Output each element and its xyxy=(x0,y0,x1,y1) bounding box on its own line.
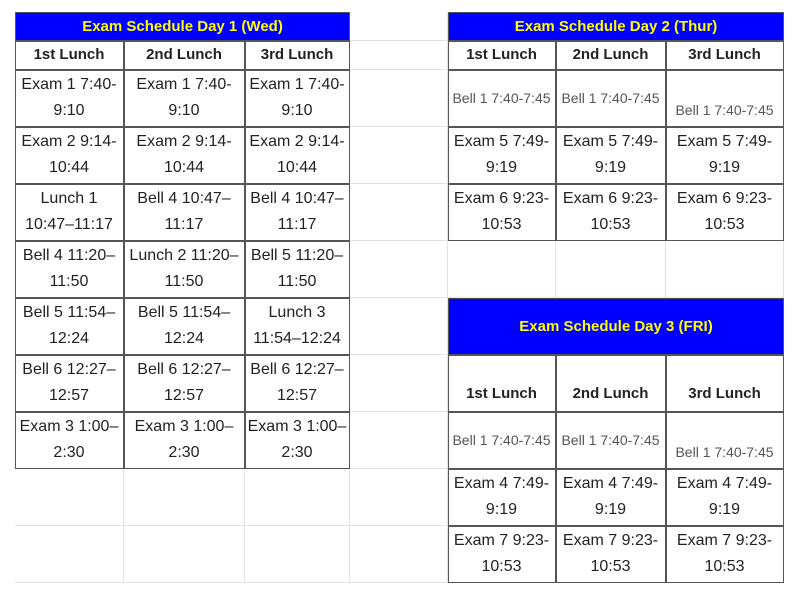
day1-title[interactable] xyxy=(15,12,350,41)
cell-text: Bell 1 7:40-7:45 xyxy=(452,90,551,106)
day2-header-cell[interactable] xyxy=(666,41,784,70)
empty-cell[interactable] xyxy=(245,469,350,526)
day3-cell[interactable] xyxy=(448,469,556,526)
day1-cell[interactable] xyxy=(15,412,124,469)
empty-cell[interactable] xyxy=(350,70,448,127)
empty-cell[interactable] xyxy=(350,412,448,469)
day1-cell[interactable] xyxy=(124,241,245,298)
day3-cell[interactable] xyxy=(666,469,784,526)
cell-text: Exam 2 9:14-10:44 xyxy=(249,133,345,176)
day3-cell[interactable] xyxy=(556,412,666,469)
cell-text: Bell 4 10:47–11:17 xyxy=(137,190,231,233)
cell-text: Exam 7 9:23-10:53 xyxy=(453,532,550,575)
empty-cell[interactable] xyxy=(15,526,124,583)
cell-text: 2nd Lunch xyxy=(572,384,649,402)
day3-cell[interactable] xyxy=(448,412,556,469)
day1-cell[interactable] xyxy=(15,355,124,412)
day3-cell[interactable] xyxy=(556,469,666,526)
day2-cell[interactable] xyxy=(448,184,556,241)
day1-cell[interactable] xyxy=(245,355,350,412)
day1-header-cell[interactable] xyxy=(245,41,350,70)
cell-text: 1st Lunch xyxy=(466,46,537,63)
day1-cell[interactable] xyxy=(15,298,124,355)
empty-cell[interactable] xyxy=(15,469,124,526)
cell-text: Bell 5 11:54–12:24 xyxy=(137,304,231,347)
cell-text: Exam 5 7:49-9:19 xyxy=(676,133,773,176)
cell-text: Exam 1 7:40-9:10 xyxy=(21,76,117,119)
cell-text: Exam 3 1:00–2:30 xyxy=(134,418,234,461)
cell-text: 3rd Lunch xyxy=(688,384,761,402)
day2-cell[interactable] xyxy=(666,184,784,241)
day1-cell[interactable] xyxy=(124,184,245,241)
cell-text: Bell 1 7:40-7:45 xyxy=(561,90,660,106)
cell-text: 2nd Lunch xyxy=(572,46,649,63)
cell-text: Exam 3 1:00–2:30 xyxy=(19,418,119,461)
cell-text: Bell 1 7:40-7:45 xyxy=(452,432,551,448)
cell-text: Exam 3 1:00–2:30 xyxy=(247,418,347,461)
day1-header-cell[interactable] xyxy=(124,41,245,70)
cell-text: Exam 2 9:14-10:44 xyxy=(136,133,232,176)
day2-title[interactable] xyxy=(448,12,784,41)
day1-cell[interactable] xyxy=(245,70,350,127)
table-title: Exam Schedule Day 2 (Thur) xyxy=(514,17,718,35)
empty-cell[interactable] xyxy=(350,469,448,526)
empty-cell[interactable] xyxy=(350,526,448,583)
cell-text: 3rd Lunch xyxy=(688,46,761,63)
day3-header-cell[interactable] xyxy=(666,355,784,412)
cell-text: Bell 5 11:20–11:50 xyxy=(250,247,344,290)
cell-text: Exam 6 9:23-10:53 xyxy=(562,190,659,233)
day3-header-cell[interactable] xyxy=(556,355,666,412)
cell-text: 3rd Lunch xyxy=(260,46,334,63)
day2-cell[interactable] xyxy=(666,70,784,127)
cell-text: Bell 5 11:54–12:24 xyxy=(22,304,116,347)
cell-text: Bell 4 10:47–11:17 xyxy=(250,190,344,233)
cell-text: Exam 1 7:40-9:10 xyxy=(249,76,345,119)
cell-text: Bell 1 7:40-7:45 xyxy=(675,101,774,118)
cell-text: Lunch 2 11:20–11:50 xyxy=(129,247,239,290)
empty-cell[interactable] xyxy=(124,469,245,526)
cell-text: Bell 4 11:20–11:50 xyxy=(22,247,116,290)
empty-cell[interactable] xyxy=(124,526,245,583)
day1-cell[interactable] xyxy=(124,70,245,127)
cell-text: 2nd Lunch xyxy=(146,46,222,63)
day1-cell[interactable] xyxy=(124,127,245,184)
table-title: Exam Schedule Day 1 (Wed) xyxy=(82,17,283,35)
cell-text: Exam 4 7:49-9:19 xyxy=(676,475,773,518)
cell-text: Bell 1 7:40-7:45 xyxy=(561,432,660,448)
cell-text: Exam 4 7:49-9:19 xyxy=(453,475,550,518)
day1-cell[interactable] xyxy=(15,127,124,184)
day3-cell[interactable] xyxy=(666,412,784,469)
day2-cell[interactable] xyxy=(556,184,666,241)
day1-cell[interactable] xyxy=(245,298,350,355)
table-title: Exam Schedule Day 3 (FRI) xyxy=(519,317,713,335)
cell-text: Exam 1 7:40-9:10 xyxy=(136,76,232,119)
empty-cell[interactable] xyxy=(448,241,556,298)
day2-cell[interactable] xyxy=(556,127,666,184)
day3-header-cell[interactable] xyxy=(448,355,556,412)
cell-text: 1st Lunch xyxy=(33,46,105,63)
day1-cell[interactable] xyxy=(124,298,245,355)
day1-cell[interactable] xyxy=(15,241,124,298)
day2-header-cell[interactable] xyxy=(556,41,666,70)
cell-text: Lunch 1 10:47–11:17 xyxy=(25,190,113,233)
empty-cell[interactable] xyxy=(350,41,448,70)
day1-cell[interactable] xyxy=(245,184,350,241)
empty-cell[interactable] xyxy=(350,298,448,355)
day1-cell[interactable] xyxy=(124,355,245,412)
day1-cell[interactable] xyxy=(124,412,245,469)
cell-text: Lunch 3 11:54–12:24 xyxy=(253,304,341,347)
day1-cell[interactable] xyxy=(15,70,124,127)
day2-header-cell[interactable] xyxy=(448,41,556,70)
day1-cell[interactable] xyxy=(245,127,350,184)
cell-text: Exam 2 9:14-10:44 xyxy=(21,133,117,176)
cell-text: Exam 5 7:49-9:19 xyxy=(453,133,550,176)
cell-text: Bell 6 12:27–12:57 xyxy=(22,361,116,404)
cell-text: Exam 7 9:23-10:53 xyxy=(676,532,773,575)
cell-text: Bell 6 12:27–12:57 xyxy=(137,361,231,404)
day2-cell[interactable] xyxy=(448,70,556,127)
empty-cell[interactable] xyxy=(350,127,448,184)
empty-cell[interactable] xyxy=(666,241,784,298)
cell-text: Exam 5 7:49-9:19 xyxy=(562,133,659,176)
empty-cell[interactable] xyxy=(350,241,448,298)
day2-cell[interactable] xyxy=(448,127,556,184)
day1-cell[interactable] xyxy=(15,184,124,241)
day1-cell[interactable] xyxy=(245,412,350,469)
day3-cell[interactable] xyxy=(556,526,666,583)
day3-cell[interactable] xyxy=(448,526,556,583)
day2-cell[interactable] xyxy=(556,70,666,127)
cell-text: 1st Lunch xyxy=(466,384,537,402)
day3-cell[interactable] xyxy=(666,526,784,583)
cell-text: Exam 6 9:23-10:53 xyxy=(676,190,773,233)
empty-cell[interactable] xyxy=(245,526,350,583)
day2-cell[interactable] xyxy=(666,127,784,184)
day3-title[interactable] xyxy=(448,298,784,355)
day1-header-cell[interactable] xyxy=(15,41,124,70)
day1-cell[interactable] xyxy=(245,241,350,298)
cell-text: Exam 6 9:23-10:53 xyxy=(453,190,550,233)
empty-cell[interactable] xyxy=(556,241,666,298)
empty-cell[interactable] xyxy=(350,184,448,241)
cell-text: Bell 6 12:27–12:57 xyxy=(250,361,344,404)
empty-cell[interactable] xyxy=(350,355,448,412)
cell-text: Bell 1 7:40-7:45 xyxy=(675,443,774,460)
cell-text: Exam 7 9:23-10:53 xyxy=(562,532,659,575)
empty-cell[interactable] xyxy=(350,12,448,41)
cell-text: Exam 4 7:49-9:19 xyxy=(562,475,659,518)
